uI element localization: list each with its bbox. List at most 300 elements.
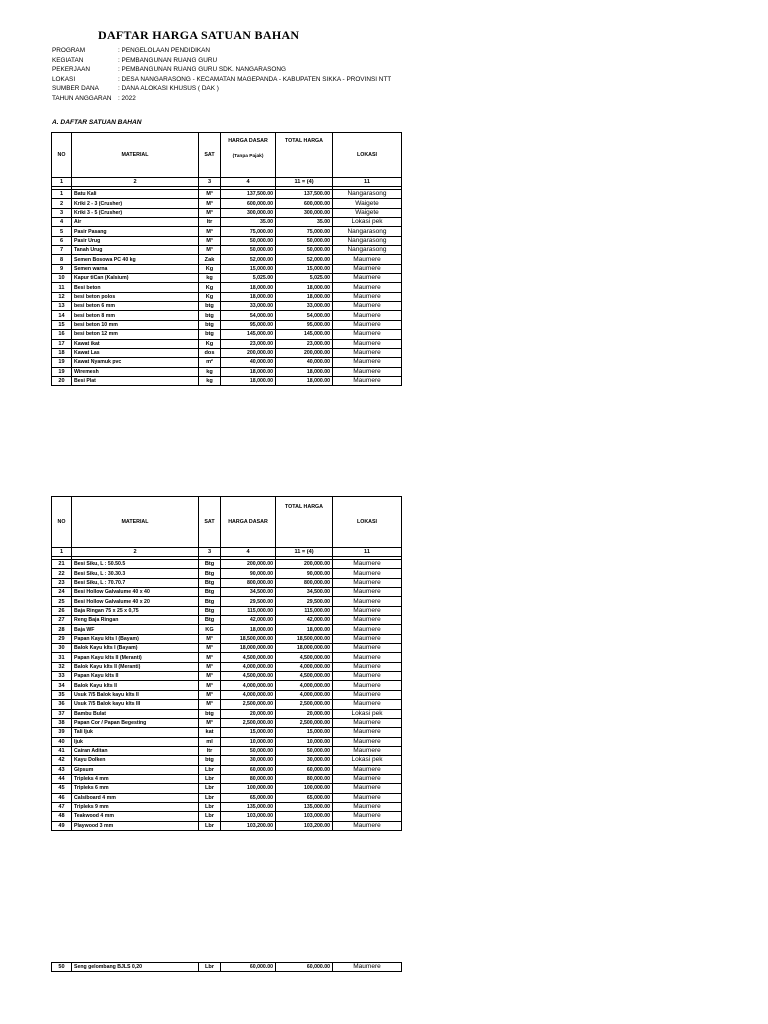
cell-total-harga: 15,000.00 — [276, 264, 333, 273]
cell-material: Tripleks 4 mm — [72, 774, 199, 783]
cell-sat: M³ — [199, 236, 221, 245]
cell-no: 30 — [52, 644, 72, 653]
cell-lokasi: Nangarasong — [333, 227, 402, 236]
table-row — [52, 597, 402, 606]
table-row — [52, 784, 402, 793]
table-row — [52, 634, 402, 643]
table-row — [52, 644, 402, 653]
cell-material: Semen warna — [72, 264, 199, 273]
table-row — [52, 812, 402, 821]
cell-material: besi beton 8 mm — [72, 311, 199, 320]
cell-lokasi: Maumere — [333, 812, 402, 821]
cell-lokasi: Maumere — [333, 376, 402, 385]
cell-material: Balok Kayu klts I (Bayam) — [72, 644, 199, 653]
cell-sat: m² — [199, 358, 221, 367]
cell-harga-dasar: 35.00 — [221, 218, 276, 227]
cell-total-harga: 18,000.00 — [276, 292, 333, 301]
cell-total-harga: 90,000.00 — [276, 569, 333, 578]
cell-sat: Lbr — [199, 784, 221, 793]
cell-total-harga: 95,000.00 — [276, 320, 333, 329]
cell-material: Pasir Urug — [72, 236, 199, 245]
cell-material: Pasir Pasang — [72, 227, 199, 236]
cell-harga-dasar: 18,000.00 — [221, 625, 276, 634]
cell-total-harga: 18,500,000.00 — [276, 634, 333, 643]
material-price-table-2 — [51, 496, 402, 831]
cell-no: 16 — [52, 330, 72, 339]
cell-lokasi: Maumere — [333, 821, 402, 830]
cell-total-harga: 103,200.00 — [276, 821, 333, 830]
cell-lokasi: Maumere — [333, 644, 402, 653]
table-row — [52, 376, 402, 385]
cell-total-harga: 10,000.00 — [276, 737, 333, 746]
header-sat: SAT — [199, 497, 221, 548]
cell-harga-dasar: 5,025.00 — [221, 274, 276, 283]
cell-total-harga: 2,500,000.00 — [276, 700, 333, 709]
table-row — [52, 283, 402, 292]
cell-lokasi: Nangarasong — [333, 236, 402, 245]
cell-sat: M³ — [199, 700, 221, 709]
cell-no: 43 — [52, 765, 72, 774]
table-row — [52, 218, 402, 227]
table-row — [52, 672, 402, 681]
cell-harga-dasar: 18,000.00 — [221, 292, 276, 301]
info-value: : DANA ALOKASI KHUSUS ( DAK ) — [118, 85, 219, 93]
cell-sat: kg — [199, 376, 221, 385]
table-row — [52, 311, 402, 320]
header-no: NO — [52, 133, 72, 178]
cell-material: Papan Cor / Papan Begesting — [72, 718, 199, 727]
table-row — [52, 246, 402, 255]
cell-lokasi: Maumere — [333, 690, 402, 699]
info-row — [52, 84, 391, 94]
cell-material: Calsiboard 4 mm — [72, 793, 199, 802]
cell-harga-dasar: 2,500,000.00 — [221, 700, 276, 709]
cell-sat: Btg — [199, 569, 221, 578]
cell-material: Teakwood 4 mm — [72, 812, 199, 821]
cell-material: Usuk 7/5 Balok kayu klts III — [72, 700, 199, 709]
cell-sat: Kg — [199, 283, 221, 292]
table-row — [52, 255, 402, 264]
cell-total-harga: 50,000.00 — [276, 246, 333, 255]
column-index: 11 — [333, 548, 402, 557]
cell-sat: Lbr — [199, 812, 221, 821]
cell-sat: Lbr — [199, 963, 221, 972]
info-row — [52, 56, 391, 66]
cell-sat: kat — [199, 728, 221, 737]
cell-sat: btg — [199, 709, 221, 718]
cell-harga-dasar: 33,000.00 — [221, 302, 276, 311]
info-row — [52, 65, 391, 75]
cell-total-harga: 15,000.00 — [276, 728, 333, 737]
cell-no: 42 — [52, 756, 72, 765]
cell-sat: M³ — [199, 681, 221, 690]
cell-harga-dasar: 300,000.00 — [221, 208, 276, 217]
column-index: 4 — [221, 178, 276, 187]
cell-lokasi: Maumere — [333, 737, 402, 746]
cell-no: 36 — [52, 700, 72, 709]
cell-harga-dasar: 18,000.00 — [221, 283, 276, 292]
cell-lokasi: Maumere — [333, 625, 402, 634]
cell-no: 34 — [52, 681, 72, 690]
document-title: DAFTAR HARGA SATUAN BAHAN — [98, 28, 300, 42]
info-value: : DESA NANGARASONG - KECAMATAN MAGEPANDA - KABUPATEN SIKKA - PROVINSI NTT — [118, 75, 392, 83]
table-row — [52, 709, 402, 718]
table-row — [52, 320, 402, 329]
cell-sat: M³ — [199, 653, 221, 662]
cell-no: 19 — [52, 367, 72, 376]
cell-lokasi: Nangarasong — [333, 190, 402, 199]
cell-material: Besi Siku, L : 70.70.7 — [72, 578, 199, 587]
table-row — [52, 578, 402, 587]
cell-sat: Zak — [199, 255, 221, 264]
cell-sat: M³ — [199, 718, 221, 727]
cell-material: Gipsum — [72, 765, 199, 774]
cell-harga-dasar: 103,000.00 — [221, 812, 276, 821]
cell-no: 45 — [52, 784, 72, 793]
cell-lokasi: Waigete — [333, 208, 402, 217]
column-index: 11 — [333, 178, 402, 187]
cell-material: Bambu Bulat — [72, 709, 199, 718]
table-row — [52, 264, 402, 273]
cell-no: 29 — [52, 634, 72, 643]
cell-no: 21 — [52, 560, 72, 569]
header-lokasi: LOKASI — [333, 497, 402, 548]
cell-no: 7 — [52, 246, 72, 255]
cell-material: Reng Baja Ringan — [72, 616, 199, 625]
cell-sat: M³ — [199, 208, 221, 217]
cell-no: 22 — [52, 569, 72, 578]
table-row — [52, 227, 402, 236]
cell-no: 49 — [52, 821, 72, 830]
cell-harga-dasar: 18,000,000.00 — [221, 644, 276, 653]
cell-material: Besi beton — [72, 283, 199, 292]
cell-total-harga: 42,000.00 — [276, 616, 333, 625]
project-info — [52, 46, 391, 104]
cell-sat: Lbr — [199, 765, 221, 774]
cell-total-harga: 200,000.00 — [276, 348, 333, 357]
cell-harga-dasar: 42,000.00 — [221, 616, 276, 625]
cell-harga-dasar: 40,000.00 — [221, 358, 276, 367]
cell-lokasi: Maumere — [333, 606, 402, 615]
info-value: : PEMBANGUNAN RUANG GURU SDK. NANGARASONG — [118, 66, 286, 74]
cell-lokasi: Maumere — [333, 681, 402, 690]
cell-lokasi: Maumere — [333, 320, 402, 329]
cell-total-harga: 4,000,000.00 — [276, 690, 333, 699]
cell-harga-dasar: 20,000.00 — [221, 709, 276, 718]
cell-sat: Lbr — [199, 793, 221, 802]
table-row — [52, 746, 402, 755]
cell-lokasi: Maumere — [333, 718, 402, 727]
cell-total-harga: 75,000.00 — [276, 227, 333, 236]
column-index: 4 — [221, 548, 276, 557]
cell-material: Baja WF — [72, 625, 199, 634]
cell-total-harga: 50,000.00 — [276, 746, 333, 755]
cell-total-harga: 30,000.00 — [276, 756, 333, 765]
cell-sat: M³ — [199, 199, 221, 208]
header-harga-note: (Tanpa Pajak) — [232, 154, 264, 159]
cell-material: Kriki 2 - 3 (Crusher) — [72, 199, 199, 208]
table-row — [52, 793, 402, 802]
cell-sat: M³ — [199, 634, 221, 643]
table-row — [52, 802, 402, 811]
cell-material: besi beton 10 mm — [72, 320, 199, 329]
table-row — [52, 774, 402, 783]
table-row — [52, 330, 402, 339]
cell-no: 31 — [52, 653, 72, 662]
cell-total-harga: 115,000.00 — [276, 606, 333, 615]
table-row — [52, 339, 402, 348]
cell-lokasi: Maumere — [333, 765, 402, 774]
cell-sat: M³ — [199, 672, 221, 681]
cell-no: 24 — [52, 588, 72, 597]
cell-total-harga: 18,000.00 — [276, 367, 333, 376]
column-index: 11 = (4) — [276, 178, 333, 187]
cell-no: 2 — [52, 199, 72, 208]
info-key: SUMBER DANA — [52, 85, 99, 93]
table-row — [52, 963, 402, 972]
cell-no: 19 — [52, 358, 72, 367]
table-row — [52, 588, 402, 597]
cell-material: Usuk 7/5 Balok kayu klts II — [72, 690, 199, 699]
table-row — [52, 700, 402, 709]
cell-sat: M³ — [199, 662, 221, 671]
cell-harga-dasar: 800,000.00 — [221, 578, 276, 587]
cell-material: Besi Siku, L : 30.30.3 — [72, 569, 199, 578]
material-price-table-3 — [51, 962, 402, 972]
header-harga-dasar-label: HARGA DASAR — [228, 138, 268, 144]
header-no: NO — [52, 497, 72, 548]
cell-lokasi: Maumere — [333, 728, 402, 737]
cell-sat: M³ — [199, 644, 221, 653]
info-row — [52, 75, 391, 85]
cell-material: Balok Kayu klts II (Meranti) — [72, 662, 199, 671]
cell-harga-dasar: 103,200.00 — [221, 821, 276, 830]
cell-material: Besi Hollow Galvalume 40 x 40 — [72, 588, 199, 597]
cell-harga-dasar: 60,000.00 — [221, 765, 276, 774]
cell-material: Tripleks 6 mm — [72, 784, 199, 793]
cell-total-harga: 52,000.00 — [276, 255, 333, 264]
cell-material: Seng gelombang BJLS 0,20 — [72, 963, 199, 972]
table-row — [52, 274, 402, 283]
cell-no: 41 — [52, 746, 72, 755]
cell-lokasi: Maumere — [333, 774, 402, 783]
cell-harga-dasar: 65,000.00 — [221, 793, 276, 802]
cell-sat: M³ — [199, 246, 221, 255]
material-price-table-1 — [51, 132, 402, 386]
table-row — [52, 236, 402, 245]
cell-no: 35 — [52, 690, 72, 699]
table-row — [52, 681, 402, 690]
table-row — [52, 718, 402, 727]
column-index: 3 — [199, 548, 221, 557]
cell-no: 4 — [52, 218, 72, 227]
cell-lokasi: Maumere — [333, 330, 402, 339]
cell-harga-dasar: 10,000.00 — [221, 737, 276, 746]
cell-no: 3 — [52, 208, 72, 217]
cell-no: 17 — [52, 339, 72, 348]
cell-material: Balok Kayu klts II — [72, 681, 199, 690]
cell-sat: btg — [199, 302, 221, 311]
table-row — [52, 190, 402, 199]
cell-total-harga: 50,000.00 — [276, 236, 333, 245]
cell-lokasi: Maumere — [333, 784, 402, 793]
cell-sat: Btg — [199, 578, 221, 587]
cell-material: Besi Siku, L : 50.50.5 — [72, 560, 199, 569]
cell-harga-dasar: 100,000.00 — [221, 784, 276, 793]
cell-no: 8 — [52, 255, 72, 264]
info-key: TAHUN ANGGARAN — [52, 94, 112, 102]
cell-material: Cairan Aditan — [72, 746, 199, 755]
cell-sat: Btg — [199, 616, 221, 625]
table-row — [52, 569, 402, 578]
cell-no: 10 — [52, 274, 72, 283]
cell-sat: Btg — [199, 597, 221, 606]
cell-material: Kapur tiCan (Kalsium) — [72, 274, 199, 283]
cell-lokasi: Maumere — [333, 358, 402, 367]
cell-no: 26 — [52, 606, 72, 615]
cell-lokasi: Maumere — [333, 283, 402, 292]
cell-lokasi: Maumere — [333, 746, 402, 755]
cell-no: 12 — [52, 292, 72, 301]
cell-total-harga: 23,000.00 — [276, 339, 333, 348]
cell-total-harga: 34,500.00 — [276, 588, 333, 597]
cell-lokasi: Maumere — [333, 569, 402, 578]
header-total-harga: TOTAL HARGA — [276, 133, 333, 178]
column-index: 3 — [199, 178, 221, 187]
header-material: MATERIAL — [72, 497, 199, 548]
cell-total-harga: 4,000,000.00 — [276, 681, 333, 690]
cell-lokasi: Maumere — [333, 292, 402, 301]
cell-material: Air — [72, 218, 199, 227]
cell-no: 37 — [52, 709, 72, 718]
cell-harga-dasar: 18,500,000.00 — [221, 634, 276, 643]
cell-no: 14 — [52, 311, 72, 320]
cell-sat: M³ — [199, 690, 221, 699]
cell-lokasi: Maumere — [333, 302, 402, 311]
cell-no: 39 — [52, 728, 72, 737]
cell-no: 32 — [52, 662, 72, 671]
table-row — [52, 560, 402, 569]
table-row — [52, 662, 402, 671]
cell-harga-dasar: 4,500,000.00 — [221, 653, 276, 662]
cell-total-harga: 135,000.00 — [276, 802, 333, 811]
column-index: 11 = (4) — [276, 548, 333, 557]
cell-material: Besi Plat — [72, 376, 199, 385]
cell-harga-dasar: 50,000.00 — [221, 746, 276, 755]
info-key: PROGRAM — [52, 47, 86, 54]
cell-harga-dasar: 75,000.00 — [221, 227, 276, 236]
cell-no: 15 — [52, 320, 72, 329]
cell-lokasi: Maumere — [333, 802, 402, 811]
cell-sat: btg — [199, 320, 221, 329]
cell-total-harga: 18,000,000.00 — [276, 644, 333, 653]
cell-lokasi: Maumere — [333, 963, 402, 972]
cell-material: Tanah Urug — [72, 246, 199, 255]
cell-lokasi: Maumere — [333, 367, 402, 376]
cell-sat: M³ — [199, 190, 221, 199]
cell-sat: Kg — [199, 339, 221, 348]
cell-lokasi: Maumere — [333, 597, 402, 606]
table-row — [52, 728, 402, 737]
cell-material: Papan Kayu klts II — [72, 672, 199, 681]
cell-harga-dasar: 18,000.00 — [221, 376, 276, 385]
cell-lokasi: Maumere — [333, 662, 402, 671]
header-harga-dasar — [221, 133, 276, 178]
cell-no: 50 — [52, 963, 72, 972]
cell-lokasi: Maumere — [333, 578, 402, 587]
cell-lokasi: Waigete — [333, 199, 402, 208]
column-index: 2 — [72, 548, 199, 557]
cell-sat: Btg — [199, 606, 221, 615]
cell-total-harga: 800,000.00 — [276, 578, 333, 587]
info-value: : PENGELOLAAN PENDIDIKAN — [118, 47, 210, 54]
cell-lokasi: Maumere — [333, 311, 402, 320]
cell-no: 23 — [52, 578, 72, 587]
cell-no: 48 — [52, 812, 72, 821]
table-row — [52, 292, 402, 301]
cell-harga-dasar: 200,000.00 — [221, 560, 276, 569]
cell-material: Tali Ijuk — [72, 728, 199, 737]
cell-lokasi: Lokasi pek — [333, 709, 402, 718]
info-row — [52, 46, 391, 56]
cell-material: Kawat Nyamuk pvc — [72, 358, 199, 367]
cell-sat: Kg — [199, 264, 221, 273]
cell-total-harga: 80,000.00 — [276, 774, 333, 783]
cell-sat: ltr — [199, 218, 221, 227]
header-lokasi: LOKASI — [333, 133, 402, 178]
cell-material: Batu Kali — [72, 190, 199, 199]
cell-no: 20 — [52, 376, 72, 385]
cell-sat: Lbr — [199, 802, 221, 811]
table-row — [52, 358, 402, 367]
cell-material: Kawat ikat — [72, 339, 199, 348]
cell-total-harga: 5,025.00 — [276, 274, 333, 283]
cell-total-harga: 600,000.00 — [276, 199, 333, 208]
header-total-harga: TOTAL HARGA — [276, 497, 333, 548]
table-row — [52, 606, 402, 615]
column-index: 1 — [52, 178, 72, 187]
cell-material: Baja Ringan 75 x 25 x 0,75 — [72, 606, 199, 615]
cell-total-harga: 2,500,000.00 — [276, 718, 333, 727]
cell-sat: Lbr — [199, 821, 221, 830]
cell-lokasi: Maumere — [333, 634, 402, 643]
cell-harga-dasar: 137,500.00 — [221, 190, 276, 199]
cell-material: Wiremesh — [72, 367, 199, 376]
info-value: : 2022 — [118, 94, 136, 102]
cell-lokasi: Maumere — [333, 672, 402, 681]
cell-total-harga: 60,000.00 — [276, 765, 333, 774]
cell-harga-dasar: 4,000,000.00 — [221, 681, 276, 690]
cell-material: Ijuk — [72, 737, 199, 746]
cell-total-harga: 137,500.00 — [276, 190, 333, 199]
cell-material: Kriki 3 - 5 (Crusher) — [72, 208, 199, 217]
cell-lokasi: Maumere — [333, 255, 402, 264]
cell-total-harga: 200,000.00 — [276, 560, 333, 569]
cell-harga-dasar: 4,500,000.00 — [221, 672, 276, 681]
cell-total-harga: 35.00 — [276, 218, 333, 227]
cell-lokasi: Maumere — [333, 700, 402, 709]
cell-no: 38 — [52, 718, 72, 727]
cell-no: 40 — [52, 737, 72, 746]
cell-total-harga: 300,000.00 — [276, 208, 333, 217]
table-row — [52, 765, 402, 774]
header-harga-dasar: HARGA DASAR — [221, 497, 276, 548]
cell-harga-dasar: 90,000.00 — [221, 569, 276, 578]
cell-total-harga: 29,500.00 — [276, 597, 333, 606]
table-row — [52, 625, 402, 634]
cell-lokasi: Lokasi pek — [333, 218, 402, 227]
cell-sat: dos — [199, 348, 221, 357]
